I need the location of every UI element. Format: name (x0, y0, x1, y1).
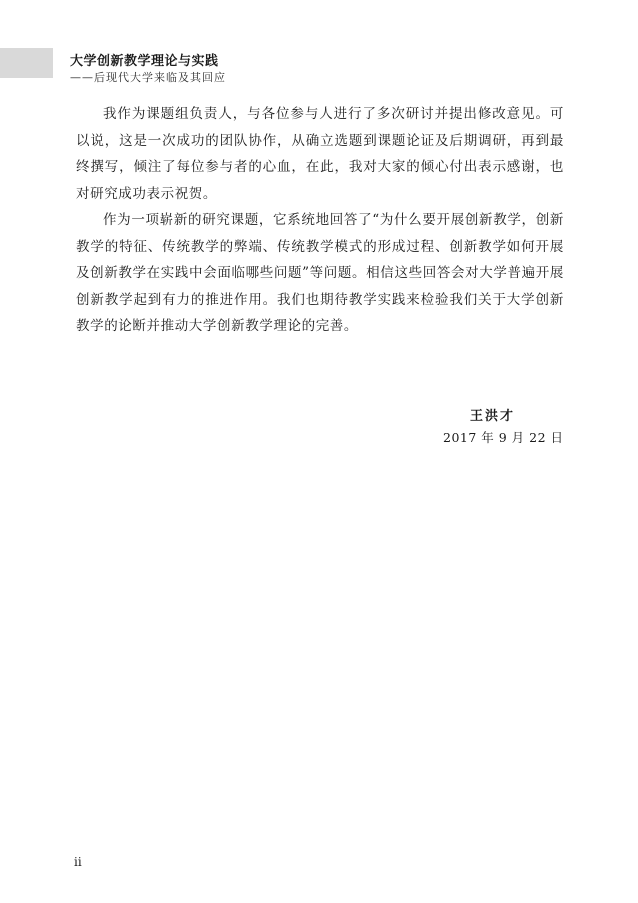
paragraph-1: 我作为课题组负责人，与各位参与人进行了多次研讨并提出修改意见。可以说，这是一次成功的团队协作，从确立选题到课题论证及后期调研，再到最终撰写，倾注了每位参与者的心血，在此，我对大家的倾心付出表示感谢，也对研究成功表示祝贺。 (76, 106, 564, 202)
main-text (76, 101, 564, 340)
author-signature: 王洪才 (470, 409, 516, 424)
signature-date: 2017 年 9 月 22 日 (443, 430, 564, 445)
book-subtitle: ——后现代大学来临及其回应 (70, 71, 226, 84)
page-number: ii (74, 855, 82, 869)
header-tab-block (0, 48, 53, 78)
book-title: 大学创新教学理论与实践 (70, 54, 219, 69)
paragraph-2: 作为一项崭新的研究课题，它系统地回答了“为什么要开展创新教学，创新教学的特征、传统教学的弊端、传统教学模式的形成过程、创新教学如何开展及创新教学在实践中会面临哪些问题”等问题。相信这些回答会对大学普遍开展创新教学起到有力的推进作用。我们也期待教学实践来检验我们关于大学创新教学的论断并推动大学创新教学理论的完善。 (76, 212, 564, 334)
